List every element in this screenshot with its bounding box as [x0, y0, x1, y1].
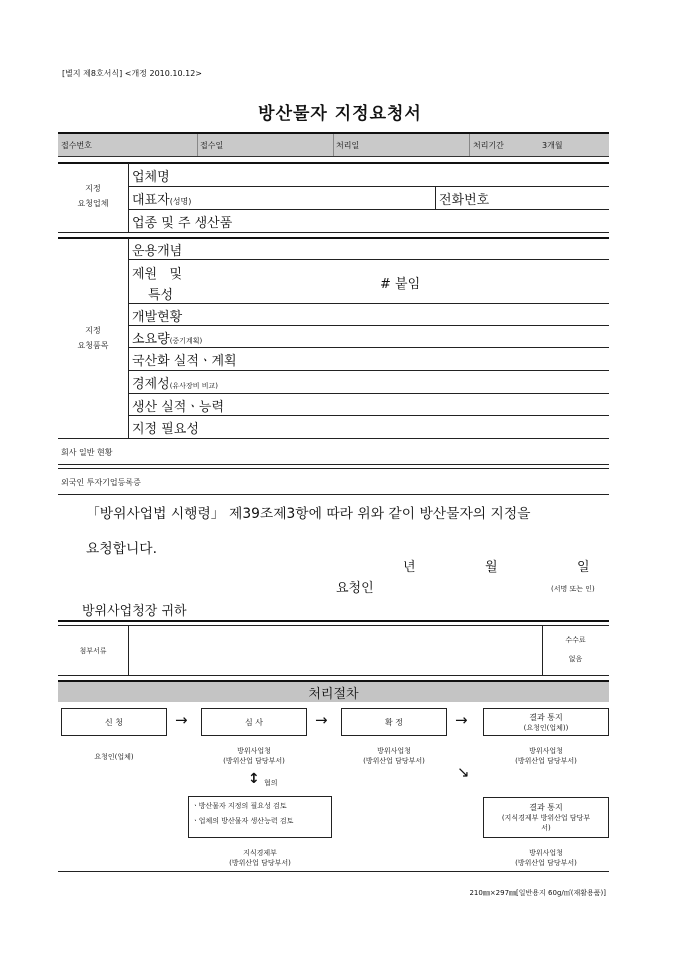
date-year-label: 년 [403, 560, 416, 575]
divider [435, 187, 436, 209]
step-notify-agency: 방위사업청 [529, 747, 563, 755]
requester-label: 요청인 [336, 581, 374, 596]
process-period-label: 처리기간 [473, 141, 504, 150]
addressee: 방위사업청장 귀하 [82, 604, 187, 619]
company-name-field[interactable]: 업체명 [132, 170, 170, 185]
divider [469, 134, 470, 156]
operation-field[interactable]: 운용개념 [132, 244, 183, 259]
representative-field[interactable] [132, 189, 191, 208]
rule [128, 209, 609, 210]
rule [58, 464, 609, 465]
rule [58, 162, 609, 164]
rule [58, 237, 609, 239]
demand-note: (중기계획) [169, 337, 203, 345]
receipt-date-label: 접수일 [200, 141, 224, 150]
signature-note: (서명 또는 인) [551, 585, 595, 593]
economy-label: 경제성 [132, 377, 170, 392]
dev-status-field[interactable]: 개발현황 [132, 310, 183, 325]
representative-note: (성명) [169, 197, 192, 206]
applicant-label-line1: 지정 [85, 184, 101, 193]
representative-label: 대표자 [132, 193, 170, 208]
procedure-title: 처리절차 [308, 687, 359, 702]
applicant-label-line2: 요청업체 [77, 199, 109, 208]
consult-label: 협의 [264, 779, 278, 787]
process-date-label: 처리일 [336, 141, 360, 150]
rule [58, 232, 609, 233]
rule [128, 325, 609, 326]
necessity-field[interactable]: 지정 필요성 [132, 422, 199, 437]
localization-field[interactable]: 국산화 실적ㆍ계획 [132, 354, 237, 369]
business-field[interactable]: 업종 및 주 생산품 [132, 216, 233, 231]
step-review: 심 사 [201, 708, 307, 736]
mke-dept: (방위산업 담당부서) [229, 859, 291, 867]
company-status-label: 회사 일반 현황 [61, 448, 113, 457]
divider [197, 134, 198, 156]
attachments-field[interactable] [132, 628, 538, 672]
production-field[interactable]: 생산 실적ㆍ능력 [132, 400, 225, 415]
step-confirm-agency: 방위사업청 [377, 747, 411, 755]
specs-label-line1: 제원 및 [132, 267, 183, 282]
arrow-icon: → [455, 711, 468, 729]
step-notify-title: 결과 통지 [529, 712, 563, 722]
fee-label: 수수료 [565, 636, 586, 644]
phone-field[interactable]: 전화번호 [439, 193, 490, 208]
process-period-value: 3개월 [542, 141, 563, 150]
divider [128, 163, 129, 233]
rule [58, 871, 609, 872]
step-apply: 신 청 [61, 708, 167, 736]
rule [58, 438, 609, 439]
rule [128, 393, 609, 394]
notify-mke-title: 결과 통지 [529, 803, 563, 812]
rule [128, 186, 609, 187]
rule [128, 370, 609, 371]
notify-mke-dept: (방위산업 담당부서) [515, 859, 577, 867]
notify-mke-box [483, 797, 609, 838]
step-notify-dept: (방위산업 담당부서) [515, 757, 577, 765]
rule [58, 620, 609, 622]
notify-mke-target-1: (지식경제부 방위산업 담당부 [501, 814, 591, 822]
statement-line1: 「방위사업법 시행령」 제39조제3항에 따라 위와 같이 방산물자의 지정을 [86, 506, 531, 522]
divider [333, 134, 334, 156]
form-reference: [별지 제8호서식] <개정 2010.10.12> [62, 69, 202, 78]
step-review-agency: 방위사업청 [237, 747, 271, 755]
items-label-line1: 지정 [85, 326, 101, 335]
step-confirm: 확 정 [341, 708, 447, 736]
economy-field[interactable] [132, 373, 218, 392]
receipt-number-label: 접수번호 [61, 141, 92, 150]
step-review-dept: (방위산업 담당부서) [223, 757, 285, 765]
rule [128, 415, 609, 416]
diagonal-arrow-icon: ↘ [457, 763, 470, 781]
updown-arrow-icon: ↕ [248, 771, 260, 787]
divider [128, 238, 129, 438]
step-confirm-dept: (방위산업 담당부서) [363, 757, 425, 765]
rule [58, 468, 609, 469]
fee-value: 없음 [568, 655, 583, 663]
items-label-line2: 요청품목 [77, 341, 109, 350]
economy-note: (유사장비 비교) [169, 382, 218, 390]
page-title: 방산물자 지정요청서 [258, 104, 422, 124]
review-criteria-2: ㆍ업체의 방산물자 생산능력 검토 [192, 817, 294, 825]
date-month-label: 월 [485, 560, 498, 575]
divider [542, 626, 543, 675]
notify-mke-target-2: 서) [541, 824, 551, 832]
arrow-icon: → [175, 711, 188, 729]
review-criteria-1: ㆍ방산물자 지정의 필요성 검토 [192, 802, 287, 810]
step-apply-actor: 요청인(업체) [94, 753, 134, 761]
rule [58, 675, 609, 676]
divider [128, 626, 129, 675]
mke-label: 지식경제부 [243, 849, 277, 857]
specs-label-line2: 특성 [148, 288, 174, 303]
notify-mke-agency: 방위사업청 [529, 849, 563, 857]
review-criteria-box [188, 796, 332, 838]
rule [128, 303, 609, 304]
foreign-invest-label: 외국인 투자기업등록증 [61, 478, 141, 487]
demand-label: 소요량 [132, 332, 170, 347]
step-notify [483, 708, 609, 736]
paper-spec: 210㎜×297㎜[일반용지 60g/㎡(재활용품)] [469, 889, 606, 897]
rule [128, 347, 609, 348]
rule [58, 494, 609, 495]
demand-field[interactable] [132, 328, 202, 347]
statement-line2: 요청합니다. [86, 541, 158, 557]
rule [128, 259, 609, 260]
step-notify-target: (요청인(업체)) [523, 723, 569, 732]
attachment-note: # 붙임 [380, 277, 421, 292]
rule [58, 625, 609, 626]
date-day-label: 일 [577, 560, 590, 575]
arrow-icon: → [315, 711, 328, 729]
attachments-label: 첨부서류 [79, 647, 107, 655]
